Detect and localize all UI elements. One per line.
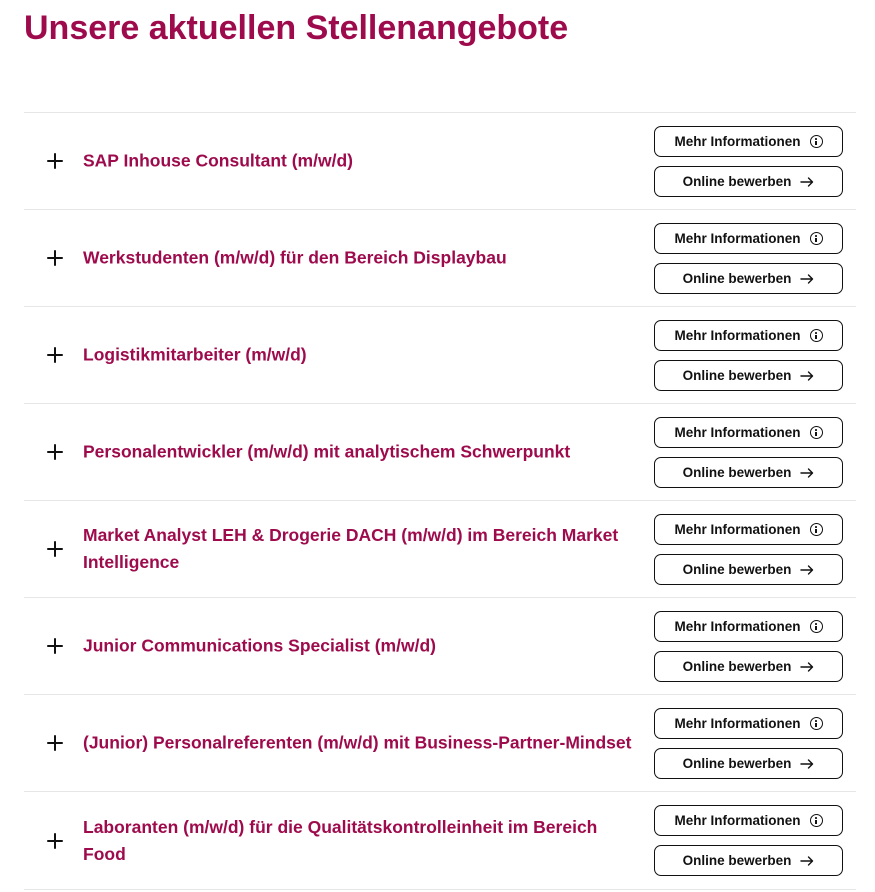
info-icon — [810, 717, 823, 730]
apply-label: Online bewerben — [682, 756, 792, 771]
plus-icon[interactable] — [47, 347, 63, 363]
info-icon — [810, 523, 823, 536]
more-info-button[interactable] — [654, 126, 843, 157]
job-row[interactable] — [24, 695, 856, 792]
job-list — [24, 112, 856, 890]
job-title[interactable]: (Junior) Personalreferenten (m/w/d) mit Business-Partner-Mindset — [83, 732, 632, 753]
job-row[interactable] — [24, 792, 856, 890]
plus-icon[interactable] — [47, 541, 63, 557]
more-info-label: Mehr Informationen — [674, 328, 801, 343]
more-info-label: Mehr Informationen — [674, 619, 801, 634]
arrow-right-icon — [800, 856, 814, 866]
page-title: Unsere aktuellen Stellenangebote — [24, 9, 569, 47]
arrow-right-icon — [800, 565, 814, 575]
arrow-right-icon — [800, 371, 814, 381]
plus-icon[interactable] — [47, 250, 63, 266]
more-info-label: Mehr Informationen — [674, 231, 801, 246]
apply-online-button[interactable] — [654, 263, 843, 294]
job-row[interactable] — [24, 113, 856, 210]
apply-label: Online bewerben — [682, 271, 792, 286]
apply-online-button[interactable] — [654, 554, 843, 585]
more-info-label: Mehr Informationen — [674, 134, 801, 149]
apply-label: Online bewerben — [682, 465, 792, 480]
job-title[interactable]: Laboranten (m/w/d) für die Qualitätskontrolleinheit im Bereich Food — [83, 816, 598, 864]
job-title[interactable]: Market Analyst LEH & Drogerie DACH (m/w/d) im Bereich Market Intelligence — [83, 525, 619, 572]
more-info-button[interactable] — [654, 223, 843, 254]
more-info-button[interactable] — [654, 514, 843, 545]
plus-icon[interactable] — [47, 833, 63, 849]
plus-icon[interactable] — [47, 153, 63, 169]
plus-icon[interactable] — [47, 444, 63, 460]
job-title[interactable]: Junior Communications Specialist (m/w/d) — [83, 635, 436, 656]
more-info-label: Mehr Informationen — [674, 716, 801, 731]
job-row[interactable] — [24, 210, 856, 307]
job-row[interactable] — [24, 501, 856, 598]
arrow-right-icon — [800, 759, 814, 769]
apply-label: Online bewerben — [682, 853, 792, 868]
more-info-label: Mehr Informationen — [674, 425, 801, 440]
more-info-label: Mehr Informationen — [674, 813, 801, 828]
apply-online-button[interactable] — [654, 360, 843, 391]
apply-online-button[interactable] — [654, 457, 843, 488]
apply-label: Online bewerben — [682, 368, 792, 383]
more-info-label: Mehr Informationen — [674, 522, 801, 537]
apply-label: Online bewerben — [682, 174, 792, 189]
more-info-button[interactable] — [654, 320, 843, 351]
more-info-button[interactable] — [654, 708, 843, 739]
apply-online-button[interactable] — [654, 166, 843, 197]
apply-label: Online bewerben — [682, 659, 792, 674]
arrow-right-icon — [800, 662, 814, 672]
job-title[interactable]: Personalentwickler (m/w/d) mit analytischem Schwerpunkt — [83, 441, 571, 462]
info-icon — [810, 329, 823, 342]
plus-icon[interactable] — [47, 638, 63, 654]
job-title[interactable]: Logistikmitarbeiter (m/w/d) — [83, 344, 307, 365]
arrow-right-icon — [800, 274, 814, 284]
info-icon — [810, 814, 823, 827]
more-info-button[interactable] — [654, 805, 843, 836]
job-title[interactable]: Werkstudenten (m/w/d) für den Bereich Displaybau — [83, 247, 507, 268]
apply-label: Online bewerben — [682, 562, 792, 577]
arrow-right-icon — [800, 177, 814, 187]
info-icon — [810, 620, 823, 633]
arrow-right-icon — [800, 468, 814, 478]
apply-online-button[interactable] — [654, 651, 843, 682]
job-row[interactable] — [24, 307, 856, 404]
job-row[interactable] — [24, 598, 856, 695]
more-info-button[interactable] — [654, 611, 843, 642]
more-info-button[interactable] — [654, 417, 843, 448]
apply-online-button[interactable] — [654, 845, 843, 876]
info-icon — [810, 426, 823, 439]
job-title[interactable]: SAP Inhouse Consultant (m/w/d) — [83, 150, 353, 171]
info-icon — [810, 232, 823, 245]
info-icon — [810, 135, 823, 148]
job-row[interactable] — [24, 404, 856, 501]
plus-icon[interactable] — [47, 735, 63, 751]
apply-online-button[interactable] — [654, 748, 843, 779]
